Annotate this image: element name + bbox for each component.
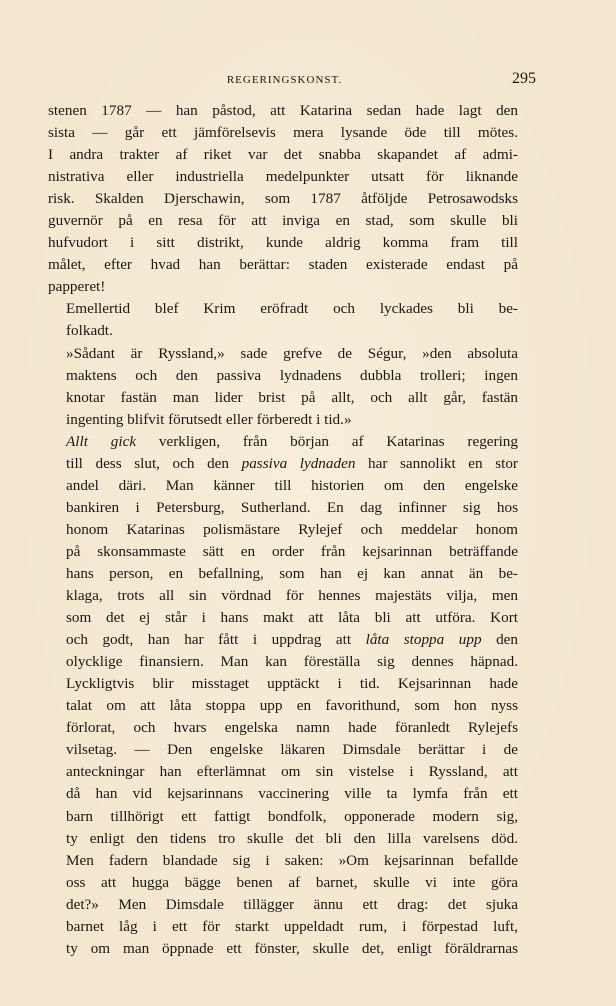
text-segment: talat om att låta stoppa upp en favorithund, som hon nyss (66, 697, 518, 715)
text-line (48, 828, 518, 850)
body-text (48, 100, 518, 960)
text-segment: oss att hugga bägge benen af barnet, skulle vi inte göra (66, 873, 518, 891)
text-segment: ingenting blifvit förutsedt eller förberedt i tid.» (66, 410, 352, 428)
text-line (48, 850, 518, 872)
text-segment: på skonsammaste sätt en order från kejsarinnan beträffande (66, 542, 518, 560)
text-segment: och godt, han har fått i uppdrag att (66, 631, 366, 649)
text-line (48, 320, 518, 342)
paragraph (48, 431, 518, 960)
text-segment: målet, efter hvad han berättar: staden existerade endast på (48, 256, 518, 274)
text-segment: maktens och den passiva lydnadens dubbla trolleri; ingen (66, 366, 518, 384)
text-segment: barn tillhörigt ett fattigt bondfolk, opponerade modern sig, (66, 807, 518, 825)
text-segment: knotar fastän man lider brist på allt, och allt går, fastän (66, 388, 518, 406)
text-line (48, 276, 518, 298)
text-segment: har sannolikt en stor (355, 454, 518, 472)
paragraph (48, 100, 518, 298)
text-segment: »Sådant är Ryssland,» sade grefve de Ségur, »den absoluta (66, 344, 518, 362)
text-line (48, 431, 518, 453)
text-line (48, 497, 518, 519)
text-line (48, 607, 518, 629)
text-segment: förlorat, och hvars engelska namn hade föranledt Rylejefs (66, 719, 518, 737)
text-line (48, 695, 518, 717)
text-line (48, 166, 518, 188)
text-segment: Lyckligtvis blir misstaget upptäckt i tid. Kejsarinnan hade (66, 675, 518, 693)
text-line (48, 916, 518, 938)
text-segment: I andra trakter af riket var det snabba skapandet af admi- (48, 146, 518, 164)
text-line (48, 365, 518, 387)
text-segment: Men fadern blandade sig i saken: »Om kejsarinnan befallde (66, 851, 518, 869)
paragraph (48, 298, 518, 342)
text-segment: som det ej står i hans makt att låta bli att utföra. Kort (66, 609, 518, 627)
text-segment: den (481, 631, 518, 649)
text-line (48, 188, 518, 210)
text-line (48, 783, 518, 805)
text-segment: risk. Skalden Djerschawin, som 1787 åtföljde Petrosawodsks (48, 190, 518, 208)
text-segment: papperet! (48, 278, 106, 296)
text-line (48, 453, 518, 475)
text-segment: olycklige finansiern. Man kan föreställa sig dennes häpnad. (66, 653, 518, 671)
text-line (48, 585, 518, 607)
text-line (48, 673, 518, 695)
text-segment: nistrativa eller industriella medelpunkter utsatt för liknande (48, 168, 518, 186)
text-segment: stenen 1787 — han påstod, att Katarina sedan hade lagt den (48, 102, 518, 119)
paragraph (48, 343, 518, 431)
text-segment: Emellertid blef Krim eröfradt och lyckades bli be- (66, 300, 518, 318)
text-segment: honom Katarinas polismästare Rylejef och meddelar honom (66, 520, 518, 538)
text-segment: guvernör på en resa för att inviga en stad, som skulle bli (48, 212, 518, 230)
text-segment: då han vid kejsarinnans vaccinering ville ta lymfa från ett (66, 785, 518, 803)
italic-text-segment: låta stoppa upp (365, 631, 482, 649)
text-segment: anteckningar han efterlämnat om sin vistelse i Ryssland, att (66, 763, 518, 781)
text-line (48, 519, 518, 541)
text-segment: sista — går ett jämförelsevis mera lysande öde till mötes. (48, 124, 518, 142)
text-line (48, 122, 518, 144)
text-line (48, 541, 518, 563)
text-line (48, 100, 518, 122)
text-segment: det?» Men Dimsdale tillägger ännu ett drag: det sjuka (66, 895, 518, 913)
text-line (48, 475, 518, 497)
text-line (48, 563, 518, 585)
text-line (48, 409, 518, 431)
text-segment: klaga, trots all sin vördnad för hennes majestäts vilja, men (66, 587, 518, 605)
text-segment: ty enligt den tidens tro skulle det bli den lilla varelsens död. (66, 829, 518, 847)
text-segment: ty om man öppnade ett fönster, skulle det, enligt föräldrarnas (66, 939, 518, 957)
text-line (48, 651, 518, 673)
text-line (48, 739, 518, 761)
text-line (48, 894, 518, 916)
text-line (48, 232, 518, 254)
text-line (48, 717, 518, 739)
text-line (48, 629, 518, 651)
text-segment: andel däri. Man känner till historien om den engelske (66, 476, 518, 494)
text-line (48, 298, 518, 320)
text-segment: folkadt. (66, 322, 113, 340)
text-segment: till dess slut, och den (66, 454, 242, 472)
italic-text-segment: passiva lydnaden (241, 454, 356, 472)
text-line (48, 343, 518, 365)
text-segment: verkligen, från början af Katarinas regering (136, 432, 518, 450)
text-line (48, 254, 518, 276)
page-header (48, 70, 536, 90)
text-segment: bankiren i Petersburg, Sutherland. En dag infinner sig hos (66, 498, 518, 516)
text-segment: hufvudort i sitt distrikt, kunde aldrig komma fram till (48, 234, 518, 252)
text-line (48, 387, 518, 409)
text-line (48, 872, 518, 894)
running-title: REGERINGSKONST. (226, 74, 343, 86)
text-line (48, 806, 518, 828)
text-line (48, 938, 518, 960)
text-line (48, 210, 518, 232)
italic-text-segment: Allt gick (66, 432, 137, 450)
text-segment: barnet låg i ett för starkt uppeldadt rum, i förpestad luft, (66, 917, 518, 935)
text-segment: hans person, en befallning, som han ej kan annat än be- (66, 564, 518, 582)
text-line (48, 761, 518, 783)
text-segment: vilsetag. — Den engelske läkaren Dimsdale berättar i de (66, 741, 518, 759)
page-number: 295 (512, 70, 536, 87)
text-line (48, 144, 518, 166)
